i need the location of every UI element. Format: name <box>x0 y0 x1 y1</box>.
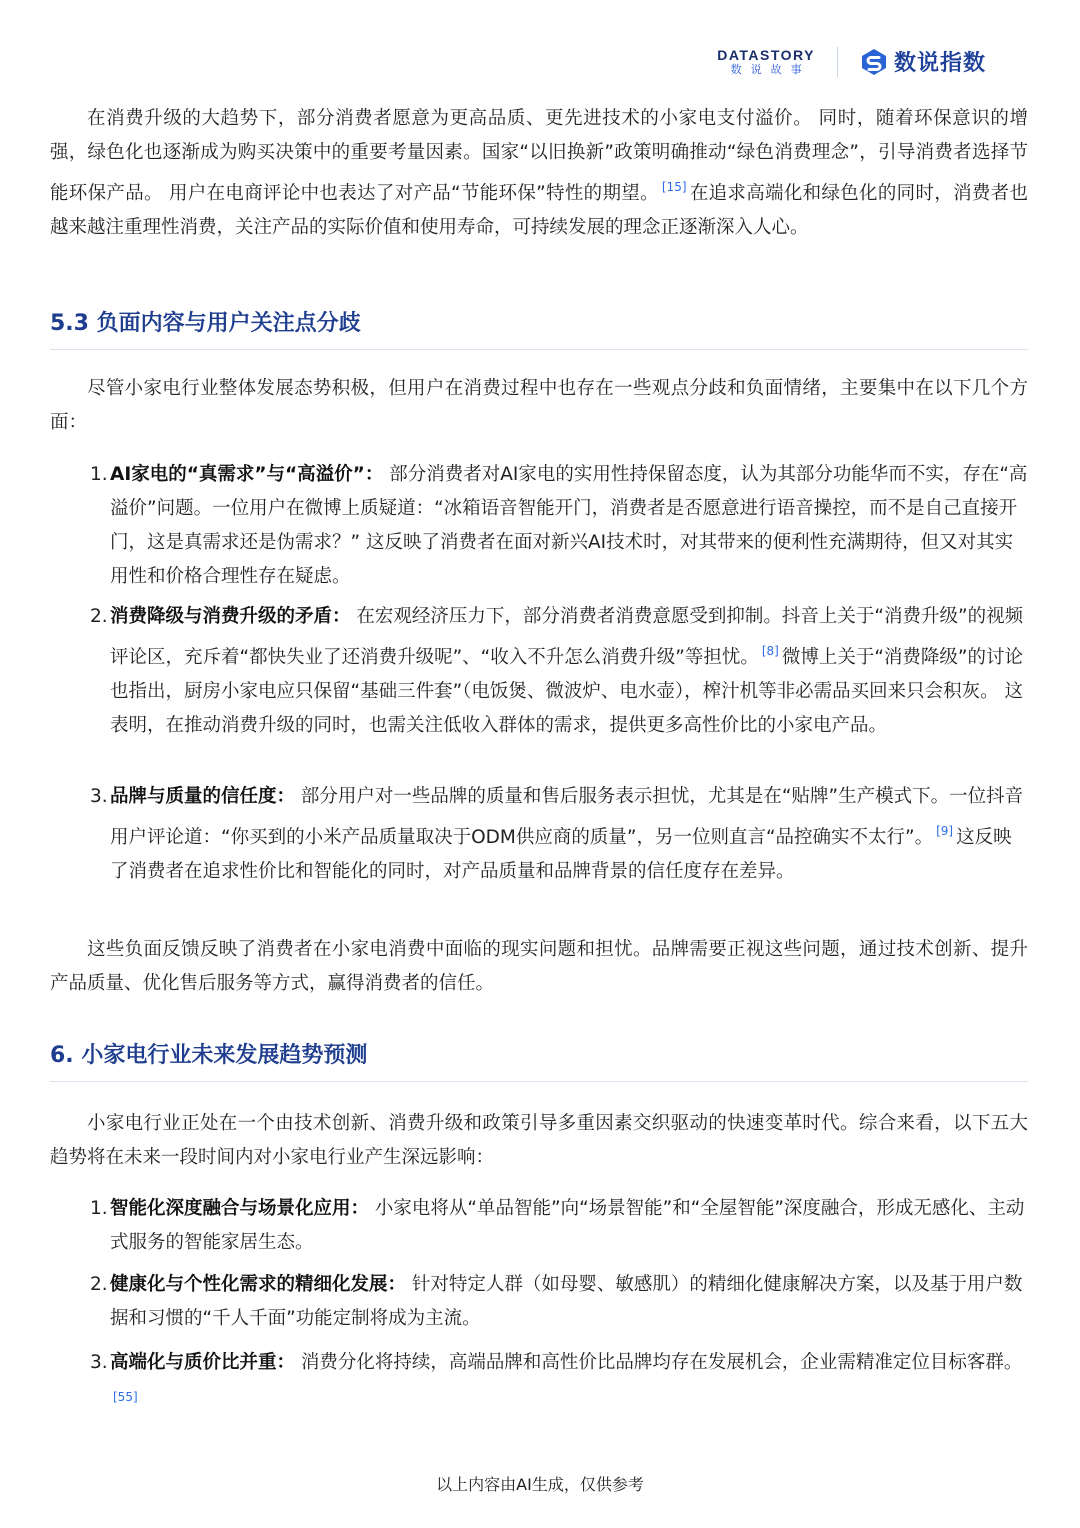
reference-link[interactable]: [9] <box>936 824 954 838</box>
section-6-list-3 <box>50 1346 1028 1421</box>
list-item-title: 品牌与质量的信任度： <box>110 786 296 807</box>
list-item <box>50 780 1028 889</box>
datastory-logo <box>717 47 815 77</box>
section-6-body <box>50 1107 1028 1175</box>
reference-link[interactable]: [55] <box>113 1390 138 1404</box>
brand-s-icon <box>860 48 888 76</box>
section-5-3-list-3 <box>50 780 1028 889</box>
list-item <box>50 600 1028 743</box>
list-number: 1. <box>90 1198 108 1219</box>
list-item <box>50 1192 1028 1260</box>
closing-paragraph: 这些负面反馈反映了消费者在小家电消费中面临的现实问题和担忧。品牌需要正视这些问题，通过技术创新、提升产品质量、优化售后服务等方式，赢得消费者的信任。 <box>50 939 1028 994</box>
list-item-text: 在宏观经济压力下，部分消费者消费意愿受到抑制。抖音上关于“消费升级”的视频评论区，充斥着“都快失业了还消费升级呢”、“收入不升怎么消费升级”等担忧。 <box>110 606 1024 668</box>
section-5-3-body <box>50 372 1028 440</box>
list-item-text: 小家电将从“单品智能”向“场景智能”和“全屋智能”深度融合，形成无感化、主动式服务的智能家居生态。 <box>110 1198 1025 1253</box>
intro-text-2: 在追求高端化和绿色化的同时，消费者也越来越注重理性消费，关注产品的实际价值和使用寿命，可持续发展的理念正逐渐深入人心。 <box>50 183 1028 238</box>
list-number: 3. <box>90 786 108 807</box>
list-item-title: AI家电的“真需求”与“高溢价”： <box>110 464 384 485</box>
section-5-3-list <box>50 458 1028 594</box>
list-item <box>50 1268 1028 1336</box>
brand-name: 数说指数 <box>893 51 986 76</box>
list-item-text: 消费分化将持续，高端品牌和高性价比品牌均存在发展机会，企业需精准定位目标客群。 <box>300 1352 1023 1373</box>
ordered-list <box>50 1346 1028 1421</box>
section-6-list-1 <box>50 1192 1028 1260</box>
section-lead: 小家电行业正处在一个由技术创新、消费升级和政策引导多重因素交织驱动的快速变革时代。综合来看，以下五大趋势将在未来一段时间内对小家电行业产生深远影响： <box>50 1113 1028 1168</box>
list-item-title: 健康化与个性化需求的精细化发展： <box>110 1274 407 1295</box>
list-item <box>50 1346 1028 1421</box>
section-lead: 尽管小家电行业整体发展态势积极，但用户在消费过程中也存在一些观点分歧和负面情绪，主要集中在以下几个方面： <box>50 378 1028 433</box>
ordered-list <box>50 600 1028 743</box>
section-5-3 <box>50 306 1028 350</box>
list-item-title: 消费降级与消费升级的矛盾： <box>110 606 351 627</box>
section-5-3-list-2 <box>50 600 1028 743</box>
section-heading: 5.3 负面内容与用户关注点分歧 <box>50 306 1028 350</box>
ordered-list <box>50 1192 1028 1260</box>
list-item <box>50 458 1028 594</box>
reference-link[interactable]: [15] <box>661 180 687 194</box>
intro-paragraph <box>50 102 1028 245</box>
list-number: 3. <box>90 1352 108 1373</box>
list-number: 1. <box>90 464 108 485</box>
brand-logo <box>860 46 986 77</box>
section-6 <box>50 1038 1028 1082</box>
ordered-list <box>50 780 1028 889</box>
ordered-list <box>50 458 1028 594</box>
datastory-logo-subtext: 数说故事 <box>730 62 811 76</box>
section-5-3-closing <box>50 933 1028 1001</box>
section-heading: 6. 小家电行业未来发展趋势预测 <box>50 1038 1028 1082</box>
reference-link[interactable]: [8] <box>761 644 779 658</box>
list-item-text: 部分用户对一些品牌的质量和售后服务表示担忧，尤其是在“贴牌”生产模式下。一位抖音用户评论道：“你买到的小米产品质量取决于ODM供应商的质量”，另一位则直言“品控确实不太行”。 <box>110 786 1024 848</box>
list-number: 2. <box>90 1274 108 1295</box>
list-number: 2. <box>90 606 108 627</box>
datastory-logo-text: DATASTORY <box>717 46 815 63</box>
header-divider <box>837 47 838 77</box>
page-header <box>717 46 986 77</box>
ordered-list <box>50 1268 1028 1336</box>
list-item-text-cont: 这反映了消费者在追求性价比和智能化的同时，对产品质量和品牌背景的信任度存在差异。 <box>110 827 1012 882</box>
list-item-title: 智能化深度融合与场景化应用： <box>110 1198 370 1219</box>
ai-disclaimer: 以上内容由AI生成，仅供参考 <box>436 1475 644 1494</box>
section-6-list-2 <box>50 1268 1028 1336</box>
list-item-title: 高端化与质价比并重： <box>110 1352 296 1373</box>
intro-text-1: 在消费升级的大趋势下，部分消费者愿意为更高品质、更先进技术的小家电支付溢价。 同时，随着环保意识的增强，绿色化也逐渐成为购买决策中的重要考量因素。国家“以旧换新”政策明确推动“绿色消费理念”，引导消费者选择节能环保产品。 用户在电商评论中也表达了对产品“节能环保”特性的期望。 <box>50 108 1028 204</box>
list-item-text: 部分消费者对AI家电的实用性持保留态度，认为其部分功能华而不实，存在“高溢价”问题。一位用户在微博上质疑道：“冰箱语音智能开门，消费者是否愿意进行语音操控，而不是自己直接开门，这是真需求还是伪需求？” 这反映了消费者在面对新兴AI技术时，对其带来的便利性充满期待，但又对其实用性和价格合理性存在疑虑。 <box>110 464 1028 587</box>
list-item-text-cont: 微博上关于“消费降级”的讨论也指出，厨房小家电应只保留“基础三件套”（电饭煲、微波炉、电水壶），榨汁机等非必需品买回来只会积灰。 这表明，在推动消费升级的同时，也需关注低收入群体的需求，提供更多高性价比的小家电产品。 <box>110 647 1024 736</box>
intro-section <box>50 102 1028 245</box>
list-item-text: 针对特定人群（如母婴、敏感肌）的精细化健康解决方案，以及基于用户数据和习惯的“千人千面”功能定制将成为主流。 <box>110 1274 1023 1329</box>
